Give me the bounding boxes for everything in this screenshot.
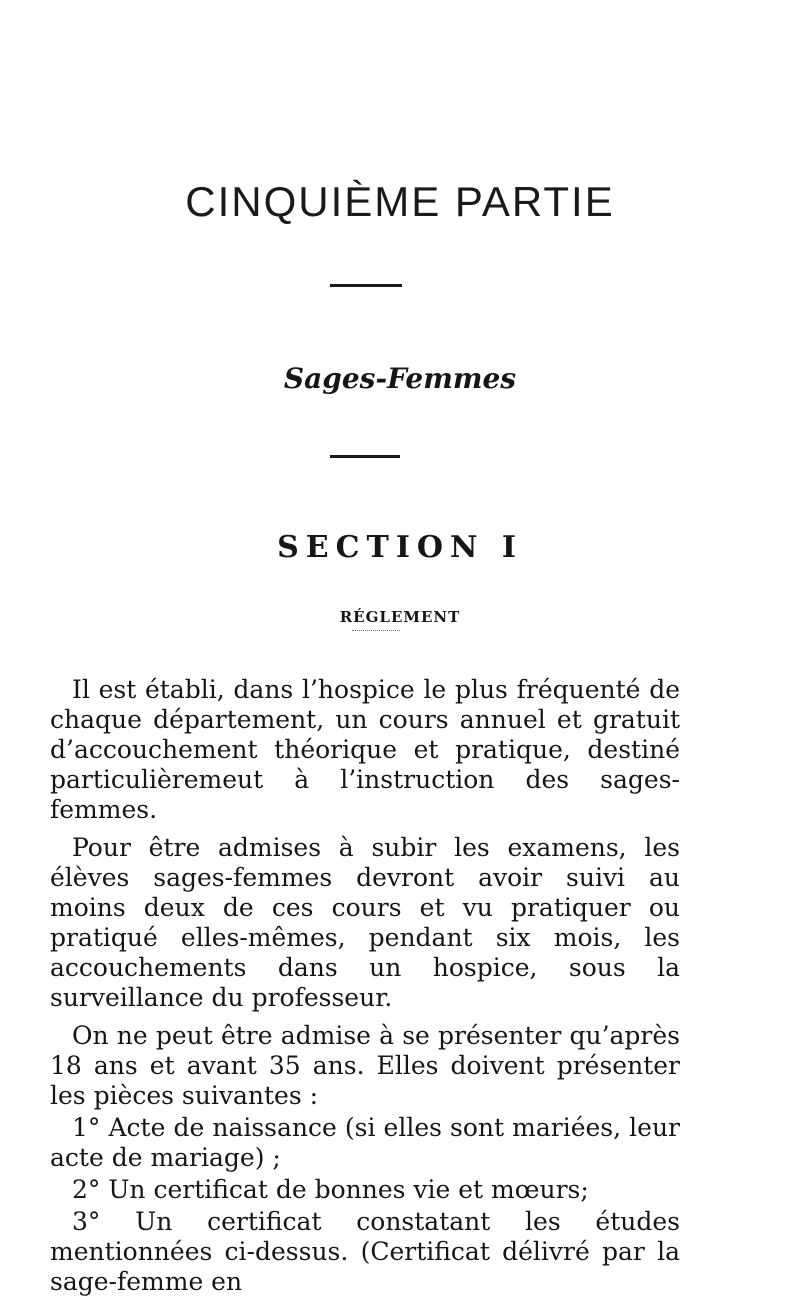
body-text: [50, 675, 680, 1299]
paragraph: Pour être admises à subir les examens, les élèves sages-femmes devront avoir suivi au moins deux de ces cours et vu pratiquer ou pratiqué elles-mêmes, pendant six mois, les accouchements dans un hospice, sous la surveillance du professeur.: [50, 833, 680, 1012]
list-item: 3° Un certificat constatant les études mentionnées ci-dessus. (Certificat délivré par la sage-femme en: [50, 1207, 680, 1296]
subtitle-rule: [330, 455, 400, 458]
subtitle: Sages-Femmes: [283, 362, 517, 395]
list-item: 1° Acte de naissance (si elles sont mariées, leur acte de mariage) ;: [50, 1113, 680, 1172]
heading-ornament: [352, 630, 400, 633]
paragraph: On ne peut être admise à se présenter qu’après 18 ans et avant 35 ans. Elles doivent présenter les pièces suivantes :: [50, 1021, 680, 1110]
section-title: SECTION I: [277, 530, 523, 565]
list-item: 2° Un certificat de bonnes vie et mœurs;: [72, 1175, 589, 1204]
section-heading: RÉGLEMENT: [339, 608, 461, 626]
part-title: CINQUIÈME PARTIE: [185, 178, 615, 225]
title-rule: [330, 284, 402, 287]
paragraph: Il est établi, dans l’hospice le plus fréquenté de chaque département, un cours annuel et gratuit d’accouchement théorique et pratique, destiné particulièremeut à l’instruction des sages-femmes.: [50, 675, 680, 824]
